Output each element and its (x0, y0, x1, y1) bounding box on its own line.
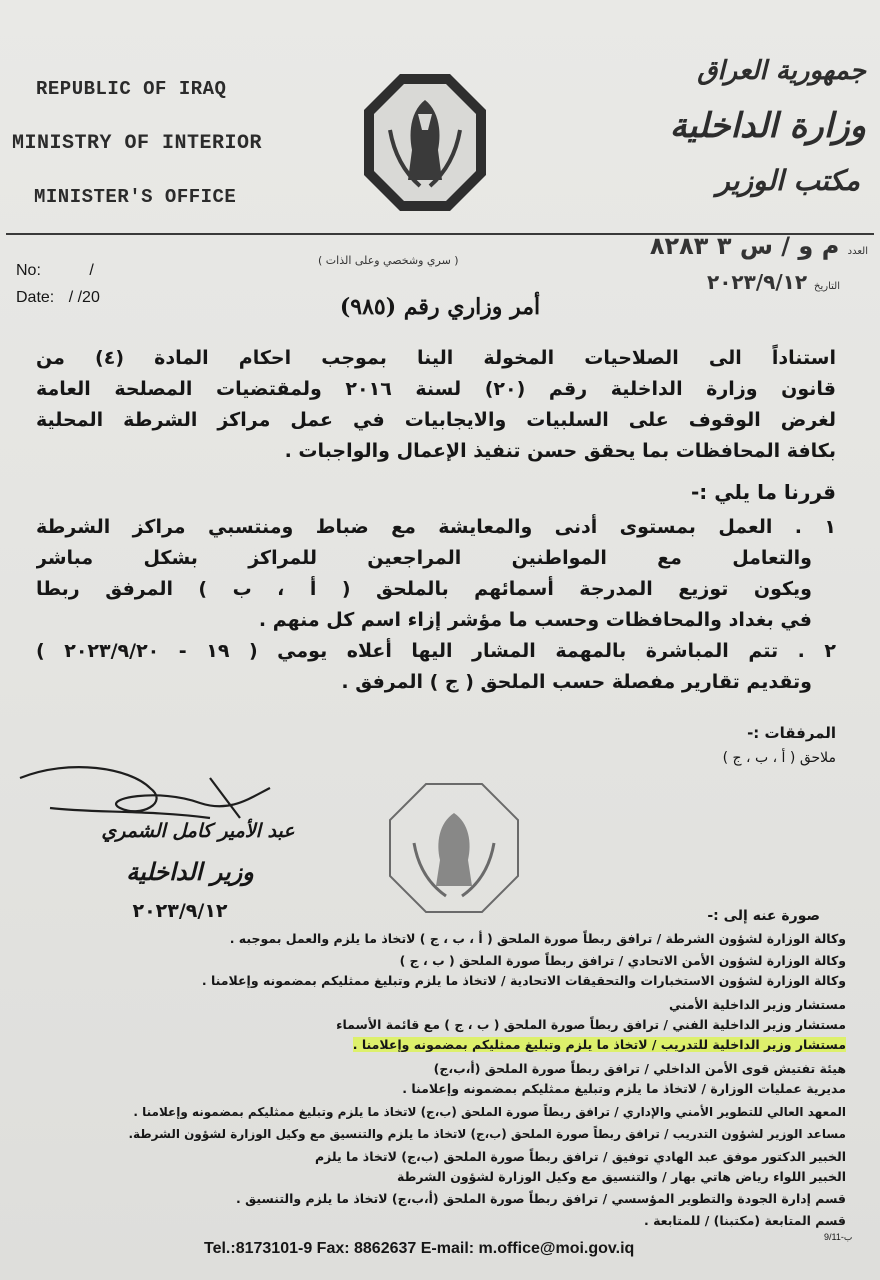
header-ar-line-3: مكتب الوزير (716, 164, 860, 197)
cc-line (353, 1037, 846, 1052)
decided-heading: قررنا ما يلي :- (690, 480, 836, 504)
order-title: أمر وزاري رقم (٩٨٥) (339, 294, 541, 320)
date-value: / /20 (68, 289, 100, 306)
ar-date-value: ٢٠٢٣/٩/١٢ (707, 270, 808, 294)
cc-line: مستشار وزير الداخلية الفني / ترافق ربطاً صورة الملحق ( ب ، ج ) مع قائمة الأسماء (336, 1017, 846, 1032)
classification-note: ( سري وشخصي وعلى الذات ) (318, 254, 459, 267)
cc-line: وكالة الوزارة لشؤون الشرطة / ترافق ربطاً صورة الملحق ( أ ، ب ، ج ) لاتخاذ ما يلزم والعمل بموجبه . (229, 931, 846, 946)
signer-name: عبد الأمير كامل الشمري (101, 820, 295, 842)
header-en-line-2: MINISTRY OF INTERIOR (12, 132, 263, 155)
item-line: ٢ . تتم المباشرة بالمهمة المشار اليها أعلاه يومي ( ١٩ - ٢٠٢٣/٩/٢٠ ) (36, 640, 836, 662)
item-line: ويكون توزيع المدرجة أسمائهم بالملحق ( أ ، ب ) المرفق ربطا (36, 578, 812, 600)
preamble-line: استناداً الى الصلاحيات المخولة الينا بموجب احكام المادة (٤) من (36, 347, 836, 369)
cc-line: قسم المتابعة (مكتبنا) / للمتابعة . (643, 1213, 846, 1228)
ar-date-label: التاريخ (814, 281, 840, 292)
ar-number-value: م و / س ٣ ٨٢٨٣ (649, 232, 840, 260)
header-ar-line-2: وزارة الداخلية (669, 106, 866, 146)
attachments-label: المرفقات :- (747, 724, 836, 742)
cc-line: قسم إدارة الجودة والتطوير المؤسسي / ترافق ربطاً صورة الملحق (أ،ب،ج) لاتخاذ ما يلزم والتنسيق . (236, 1191, 846, 1206)
header-en-line-1: REPUBLIC OF IRAQ (36, 78, 227, 100)
item-line: في بغداد والمحافظات وحسب ما مؤشر إزاء اسم كل منهم . (258, 609, 812, 631)
date-label: Date: (16, 289, 55, 306)
cc-title: صورة عنه إلى :- (707, 908, 820, 924)
cc-line: مساعد الوزير لشؤون التدريب / ترافق ربطاً صورة الملحق (ب،ج) لاتخاذ ما يلزم والتنسيق مع وكيل الوزارة لشؤون الشرطة. (128, 1127, 846, 1141)
cc-line: الخبير الدكتور موفق عبد الهادي توفيق / ترافق ربطاً صورة الملحق (ب،ج) لاتخاذ ما يلزم (314, 1149, 846, 1164)
cc-line: وكالة الوزارة لشؤون الأمن الاتحادي / ترافق ربطاً صورة الملحق ( ب ، ج ) (399, 953, 846, 968)
item-line: ١ . العمل بمستوى أدنى والمعايشة مع ضباط ومنتسبي مراكز الشرطة (36, 516, 836, 538)
item-line: وتقديم تقارير مفصلة حسب الملحق ( ج ) المرفق . (341, 671, 812, 693)
date-field (16, 289, 100, 307)
preamble-line: قانون وزارة الداخلية رقم (٢٠) لسنة ٢٠١٦ ولمقتضيات المصلحة العامة (36, 378, 836, 400)
cc-line: وكالة الوزارة لشؤون الاستخبارات والتحقيقات الاتحادية / لاتخاذ ما يلزم وتبليغ ممثليكم بمضمونه وإعلامنا . (201, 973, 846, 988)
highlighted-recipient: مستشار وزير الداخلية للتدريب / لاتخاذ ما يلزم وتبليغ ممثليكم بمضمونه وإعلامنا . (352, 1037, 846, 1052)
header-ar-line-1: جمهورية العراق (697, 56, 866, 86)
number-value: / (89, 262, 94, 279)
ministry-emblem-icon (360, 70, 490, 215)
preamble-line: بكافة المحافظات بما يحقق حسن تنفيذ الإعمال والواجبات . (284, 440, 836, 462)
attachments-value: ملاحق ( أ ، ب ، ج ) (722, 750, 836, 766)
header-en-line-3: MINISTER'S OFFICE (34, 186, 237, 208)
items-list (36, 512, 836, 698)
item-line: والتعامل مع المواطنين المراجعين للمراكز بشكل مباشر (36, 547, 812, 569)
footer-contact: Tel.:8173101-9 Fax: 8862637 E-mail: m.office@moi.gov.iq (204, 1240, 635, 1257)
signer-title: وزير الداخلية (126, 858, 254, 886)
ar-number-field (650, 232, 868, 260)
cc-line: هيئة تفتيش قوى الأمن الداخلي / ترافق ربطاً صورة الملحق (أ،ب،ج) (433, 1061, 846, 1076)
preamble-line: لغرض الوقوف على السلبيات والايجابيات في عمل مراكز الشرطة المحلية (36, 409, 836, 431)
cc-line: الخبير اللواء رياض هاتي بهار / والتنسيق مع وكيل الوزارة لشؤون الشرطة (397, 1169, 846, 1184)
preamble (36, 343, 836, 467)
cc-line: مستشار وزير الداخلية الأمني (668, 997, 846, 1012)
ministry-seal-stamp-icon (384, 778, 524, 918)
cc-line: مديرية عمليات الوزارة / لاتخاذ ما يلزم وتبليغ ممثليكم بمضمونه وإعلامنا . (402, 1081, 846, 1096)
number-field (16, 262, 94, 280)
footer-ref: 9/11-ب (824, 1232, 853, 1242)
ar-date-field (707, 270, 840, 294)
cc-line: المعهد العالي للتطوير الأمني والإداري / ترافق ربطاً صورة الملحق (ب،ج) لاتخاذ ما يلزم وتبليغ ممثليكم بمضمونه وإعلامنا . (133, 1105, 846, 1119)
number-label: No: (16, 262, 41, 279)
ar-number-label: العدد (847, 246, 868, 257)
signer-date: ٢٠٢٣/٩/١٢ (132, 900, 228, 922)
